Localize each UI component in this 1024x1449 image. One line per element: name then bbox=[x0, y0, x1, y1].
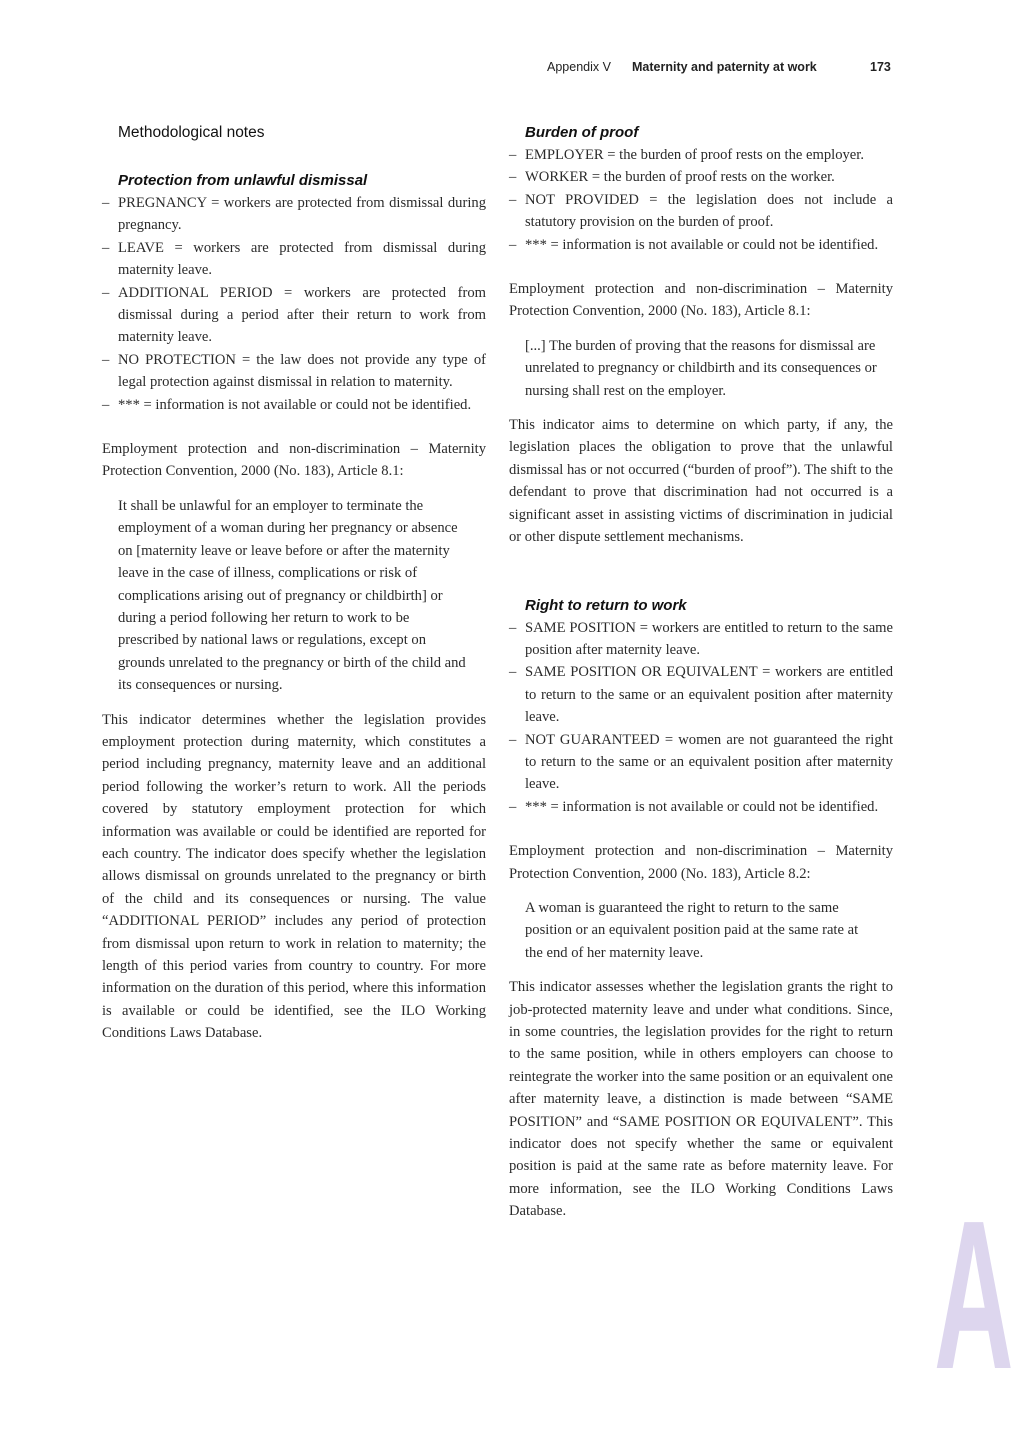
list-item: – *** = information is not available or could not be identified. bbox=[509, 234, 893, 256]
burden-description: This indicator aims to determine on which party, if any, the legislation places the obligation to prove that the unlawful dismissal has or not occurred (“burden of proof”). The shift to the defendant to prove that discrimination had not occurred is a significant asset in assisting victims of discrimination in judicial or other dispute settlement mechanisms. bbox=[509, 417, 893, 546]
dismissal-definitions bbox=[102, 192, 486, 416]
list-item: – *** = information is not available or could not be identified. bbox=[102, 394, 486, 416]
list-item: – *** = information is not available or could not be identified. bbox=[509, 796, 893, 818]
appendix-letter-tab: A bbox=[934, 1176, 1014, 1413]
dismissal-heading: Protection from unlawful dismissal bbox=[118, 172, 368, 189]
list-item: – WORKER = the burden of proof rests on the worker. bbox=[509, 166, 893, 188]
return-source: Employment protection and non-discrimination – Maternity Protection Convention, 2000 (No. 183), Article 8.2: bbox=[509, 843, 893, 882]
list-item: – SAME POSITION = workers are entitled to return to the same position after maternity leave. bbox=[509, 617, 893, 662]
page-number: 173 bbox=[870, 60, 891, 74]
dismissal-source: Employment protection and non-discrimination – Maternity Protection Convention, 2000 (No. 183), Article 8.1: bbox=[102, 441, 486, 480]
list-item: – PREGNANCY = workers are protected from dismissal during pregnancy. bbox=[102, 192, 486, 237]
burden-quote: [...] The burden of proving that the reasons for dismissal are unrelated to pregnancy or childbirth and its consequences or nursing shall rest on the employer. bbox=[525, 337, 877, 399]
dismissal-quote: It shall be unlawful for an employer to terminate the employment of a woman during her pregnancy or absence on [maternity leave or leave before or after the maternity leave in the case of illness, complications or risk of complications arising out of pregnancy or childbirth] or during a period following her return to work to be prescribed by national laws or regulations, except on grounds unrelated to the pregnancy or birth of the child and its consequences or nursing. bbox=[118, 497, 466, 694]
list-item: – NOT GUARANTEED = women are not guaranteed the right to return to the same or an equivalent position after maternity leave. bbox=[509, 729, 893, 796]
list-item: – SAME POSITION OR EQUIVALENT = workers are entitled to return to the same or an equivalent position after maternity leave. bbox=[509, 661, 893, 728]
list-item: – LEAVE = workers are protected from dismissal during maternity leave. bbox=[102, 237, 486, 282]
left-column bbox=[102, 122, 486, 1045]
list-item: – NOT PROVIDED = the legislation does not include a statutory provision on the burden of proof. bbox=[509, 189, 893, 234]
list-item: – EMPLOYER = the burden of proof rests on the employer. bbox=[509, 144, 893, 166]
burden-heading: Burden of proof bbox=[525, 124, 639, 141]
burden-source: Employment protection and non-discrimination – Maternity Protection Convention, 2000 (No. 183), Article 8.1: bbox=[509, 281, 893, 320]
chapter-title: Maternity and paternity at work bbox=[632, 60, 817, 74]
appendix-label: Appendix V bbox=[547, 60, 611, 74]
dismissal-description: This indicator determines whether the legislation provides employment protection during maternity, which constitutes a period including pregnancy, maternity leave and an additional period following the worker’s return to work. All the periods covered by statutory employment protection for which information was available or could be identified are reported for each country. The indicator does specify whether the legislation allows dismissal on grounds unrelated to the pregnancy or birth of the child and its consequences or nursing. The value “ADDITIONAL PERIOD” includes any period of protection from dismissal upon return to work in relation to maternity; the length of this period varies from country to country. For more information on the duration of this period, where this information is available or could be identified, see the ILO Working Conditions Laws Database. bbox=[102, 711, 486, 1042]
list-item: – ADDITIONAL PERIOD = workers are protected from dismissal during a period after their return to work from maternity leave. bbox=[102, 282, 486, 349]
return-description: This indicator assesses whether the legislation grants the right to job-protected maternity leave and under what conditions. Since, in some countries, the legislation provides for the right to return to the same position, while in others employers can choose to reintegrate the worker into the same position or an equivalent one after maternity leave, a distinction is made between “SAME POSITION” and “SAME POSITION OR EQUIVALENT”. This indicator does not specify whether the same or equivalent position is paid at the same rate as before maternity leave. For more information, see the ILO Working Conditions Laws Database. bbox=[509, 979, 893, 1220]
section-title: Methodological notes bbox=[118, 124, 265, 141]
return-quote: A woman is guaranteed the right to return to the same position or an equivalent position paid at the same rate at the end of her maternity leave. bbox=[525, 899, 859, 961]
running-header bbox=[0, 60, 1024, 80]
burden-definitions bbox=[509, 144, 893, 256]
return-heading: Right to return to work bbox=[525, 596, 687, 614]
right-column bbox=[509, 122, 893, 1223]
return-definitions bbox=[509, 617, 893, 819]
list-item: – NO PROTECTION = the law does not provide any type of legal protection against dismissal in relation to maternity. bbox=[102, 349, 486, 394]
